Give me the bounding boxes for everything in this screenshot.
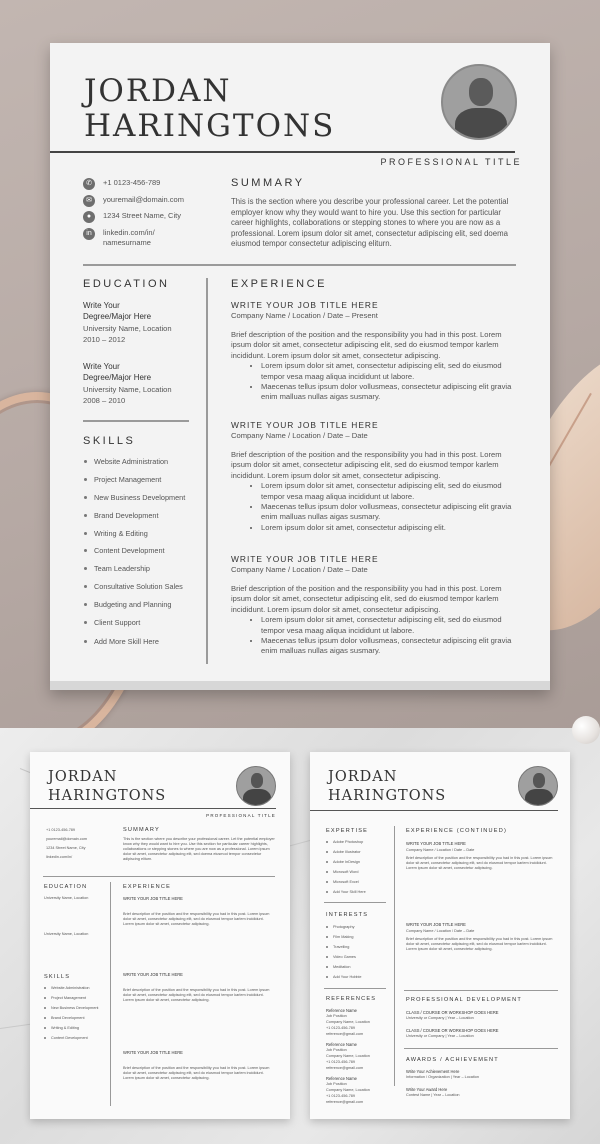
thumb-job-title: WRITE YOUR JOB TITLE HERE (123, 972, 183, 977)
course-sub: University or Company | Year – Location (406, 1034, 474, 1038)
job-company: Company Name / Location / Date – Present (231, 311, 378, 320)
job-title: WRITE YOUR JOB TITLE HERE (231, 554, 379, 564)
job-title: WRITE YOUR JOB TITLE HERE (231, 420, 379, 430)
thumb-education-heading: EDUCATION (44, 884, 88, 890)
reference-email: reference@gmail.com (326, 1032, 364, 1036)
job-description: Brief description of the position and the responsibility you had in this post. Lorem ipsum dolor sit amet, consectetur adipiscing elit, sed do eiusmod tempor karlem incididunt. Lorem ipsum dolor sit amet, consectetur adipiscing. (231, 330, 502, 360)
thumb-name-first: JORDAN (48, 769, 118, 785)
job-company: Company Name / Location / Date – Date (231, 431, 368, 440)
expertise-item: Add Your Skill Here (326, 890, 366, 894)
page-footer-band (50, 681, 550, 690)
skill-item: Project Management (84, 475, 161, 484)
skill-item: Brand Development (84, 511, 159, 520)
job-bullet: • Lorem ipsum dolor sit amet, consectetur adipiscing elit, sed do eiusmod tempor vesa maag aliqua incididunt ut labore. (261, 361, 516, 382)
expertise-item: Microsoft Word (326, 870, 358, 874)
thumb-skills-heading: SKILLS (44, 974, 71, 980)
skill-item: Client Support (84, 618, 140, 627)
job-description: Brief description of the position and the responsibility you had in this post. Lorem ipsum dolor sit amet, consectetur adipiscing elit, sed do eiusmod tempor karlem incididunt. Lorem ipsum dolor sit amet, consectetur adipiscing. (231, 450, 502, 480)
skill-item: Website Administration (84, 457, 168, 466)
skill-item: Budgeting and Planning (84, 600, 172, 609)
expertise-item: Adobe Photoshop (326, 840, 363, 844)
contact-phone: ✆ +1 0123-456-789 (83, 178, 160, 190)
name-last: HARINGTONS (84, 108, 336, 144)
summary-text: This is the section where you describe your professional career. Let the potential employer know why they would want to hire you. Use this section for particular career highlights, collaborations or stepping stones to where you are now as a professional. Lorem ipsum dolor sit amet, consectetur adipiscing elit, sed doema eiusmod tempor consectetur adipiscing eliturn. (231, 197, 509, 248)
job-entry (231, 420, 516, 533)
interest-item: Film Making (326, 935, 353, 939)
job-bullet: • Maecenas tellus ipsum dolor vollusmeas, consectetur adipiscing elit gravia enim malluas nullas aigas susmary. (261, 636, 516, 657)
thumb-job-company: Company Name / Location / Date – Date (406, 848, 475, 852)
expertise-item: Adobe Illustrator (326, 850, 361, 854)
thumb-edu: University Name, Location (44, 932, 89, 936)
thumb-job-title: WRITE YOUR JOB TITLE HERE (406, 841, 466, 846)
professional-title: PROFESSIONAL TITLE (380, 157, 522, 167)
interest-item: Video Games (326, 955, 356, 959)
job-bullet: • Lorem ipsum dolor sit amet, consectetur adipiscing elit, sed do eiusmod tempor vesa maag aliqua incididunt ut labore. (261, 481, 516, 502)
reference-phone: +1 0123-456-789 (326, 1094, 356, 1098)
reference-phone: +1 0123-456-789 (326, 1026, 356, 1030)
contact-email: ✉ youremail@domain.com (83, 195, 184, 207)
job-bullet: • Lorem ipsum dolor sit amet, consectetur adipiscing elit. (261, 523, 516, 533)
thumb-edu: University Name, Location (44, 896, 89, 900)
thumb-column-divider (394, 826, 395, 1086)
expertise-item: Adobe InDesign (326, 860, 360, 864)
thumb-contact: linkedin.com/in/ (46, 855, 73, 859)
reference-company: Company Name, Location (326, 1088, 370, 1092)
skills-heading: SKILLS (83, 435, 136, 447)
thumb-job-title: WRITE YOUR JOB TITLE HERE (123, 896, 183, 901)
thumb-contact: 1234 Street Name, City (46, 846, 86, 850)
expertise-item: Microsoft Excel (326, 880, 359, 884)
thumb-divider (324, 902, 386, 903)
thumb-job-desc: Brief description of the position and the responsibility you had in this post. Lorem ipsum dolor sit amet, consectetur adipiscing elit, sed do eiusmod tempor karlem incididunt. Lorem ipsum dolor sit amet, consectetur adipiscing. (123, 1066, 270, 1080)
skill-item: Add More Skill Here (84, 637, 159, 646)
education-heading: EDUCATION (83, 278, 170, 290)
interest-item: Meditation (326, 965, 351, 969)
skill-item: Team Leadership (84, 564, 150, 573)
thumb-divider (404, 990, 558, 991)
reference-email: reference@gmail.com (326, 1100, 364, 1104)
summary-heading: SUMMARY (231, 177, 305, 189)
thumb-skill: Brand Development (44, 1016, 85, 1020)
job-title: WRITE YOUR JOB TITLE HERE (231, 300, 379, 310)
thumb-contact: +1 0123-456-789 (46, 828, 76, 832)
job-entry (231, 300, 516, 403)
award-title: Write Your Achievement Here (406, 1069, 460, 1074)
thumb-divider (404, 1048, 558, 1049)
resume-page (50, 43, 550, 690)
thumb-header-rule (30, 808, 276, 809)
thumb-skill: Content Development (44, 1036, 88, 1040)
thumb-name-first: JORDAN (328, 769, 398, 785)
linkedin-icon: in (83, 228, 95, 240)
thumb-job-company: Company Name / Location / Date – Date (406, 929, 475, 933)
location-pin-icon: ● (83, 211, 95, 223)
reference-name: Reference Name (326, 1008, 357, 1013)
interests-heading: INTERESTS (326, 912, 369, 918)
thumb-divider (43, 876, 275, 877)
thumb-name-last: HARINGTONS (48, 788, 167, 804)
skill-item: Content Development (84, 546, 165, 555)
thumb-skill: Writing & Editing (44, 1026, 79, 1030)
reference-company: Company Name, Location (326, 1020, 370, 1024)
interest-item: Add Your Hobbie (326, 975, 362, 979)
references-heading: REFERENCES (326, 996, 377, 1002)
education-item: Write Your Degree/Major Here University Name, Location 2008 – 2010 (83, 362, 172, 405)
thumb-job-desc: Brief description of the position and the responsibility you had in this post. Lorem ipsum dolor sit amet, consectetur adipiscing elit, sed do eiusmod tempor karlem incididunt. Lorem ipsum dolor sit amet, consectetur adipiscing. (123, 912, 270, 926)
reference-email: reference@gmail.com (326, 1066, 364, 1070)
thumbnail-page-1 (30, 752, 290, 1119)
thumbnail-page-2 (310, 752, 570, 1119)
contact-linkedin: in linkedin.com/in/ namesurname (83, 228, 155, 248)
contact-address: ● 1234 Street Name, City (83, 211, 181, 223)
course-title: CLASS / COURSE OR WORKSHOP GOES HERE (406, 1010, 499, 1015)
job-bullet: • Maecenas tellus ipsum dolor vollusmeas, consectetur adipiscing elit gravia enim malluas nullas aigas susmary. (261, 382, 516, 403)
thumb-name-last: HARINGTONS (328, 788, 447, 804)
award-title: Write Your Award Here (406, 1087, 448, 1092)
job-bullet: • Lorem ipsum dolor sit amet, consectetur adipiscing elit, sed do eiusmod tempor vesa maag aliqua incididunt ut labore. (261, 615, 516, 636)
reference-position: Job Position (326, 1082, 347, 1086)
job-bullet: • Maecenas tellus ipsum dolor vollusmeas, consectetur adipiscing elit gravia enim malluas nullas aigas susmary. (261, 502, 516, 523)
envelope-icon: ✉ (83, 195, 95, 207)
thumb-job-desc: Brief description of the position and the responsibility you had in this post. Lorem ipsum dolor sit amet, consectetur adipiscing elit, sed do eiusmod tempor karlem incididunt. Lorem ipsum dolor sit amet, consectetur adipiscing. (406, 856, 553, 870)
reference-position: Job Position (326, 1048, 347, 1052)
header-rule (50, 151, 515, 153)
thumb-profile-photo (236, 766, 276, 806)
thumb-title: PROFESSIONAL TITLE (206, 813, 276, 818)
profile-photo (441, 64, 517, 140)
thumb-contact: youremail@domain.com (46, 837, 87, 841)
education-item: Write Your Degree/Major Here University Name, Location 2010 – 2012 (83, 301, 172, 344)
reference-name: Reference Name (326, 1042, 357, 1047)
reference-position: Job Position (326, 1014, 347, 1018)
name-first: JORDAN (84, 73, 232, 109)
reference-phone: +1 0123-456-789 (326, 1060, 356, 1064)
column-divider (206, 278, 208, 664)
course-title: CLASS / COURSE OR WORKSHOP GOES HERE (406, 1028, 499, 1033)
interest-item: Photography (326, 925, 355, 929)
experience-heading: EXPERIENCE (231, 278, 327, 290)
expertise-heading: EXPERTISE (326, 828, 369, 834)
awards-heading: AWARDS / ACHIEVEMENT (406, 1057, 499, 1063)
job-description: Brief description of the position and the responsibility you had in this post. Lorem ipsum dolor sit amet, consectetur adipiscing elit, sed do eiusmod tempor karlem incididunt. Lorem ipsum dolor sit amet, consectetur adipiscing. (231, 584, 502, 614)
education-divider (83, 420, 189, 422)
thumb-header-rule (310, 810, 558, 811)
skill-item: New Business Development (84, 493, 185, 502)
thumb-column-divider (110, 882, 111, 1106)
award-sub: Contest Name | Year – Location (406, 1093, 460, 1097)
interest-item: Travelling (326, 945, 349, 949)
experience-continued-heading: EXPERIENCE (CONTINUED) (406, 828, 508, 834)
thumb-job-title: WRITE YOUR JOB TITLE HERE (406, 922, 466, 927)
thumb-job-title: WRITE YOUR JOB TITLE HERE (123, 1050, 183, 1055)
thumb-job-desc: Brief description of the position and the responsibility you had in this post. Lorem ipsum dolor sit amet, consectetur adipiscing elit, sed do eiusmod tempor karlem incididunt. Lorem ipsum dolor sit amet, consectetur adipiscing. (123, 988, 270, 1002)
thumb-skill: Project Management (44, 996, 86, 1000)
thumb-skill: Website Administration (44, 986, 90, 990)
thumb-summary: This is the section where you describe your professional career. Let the potential employer know why they would want to hire you. Use this section for particular career highlights, collaborations or stepping stones to where you are now as a professional. Lorem ipsum dolor sit amet, consectetur adipiscing elit, sed doema eiusmod tempor consectetur adipiscing eliturn. (123, 837, 275, 861)
thumb-skill: New Business Development (44, 1006, 98, 1010)
prof-dev-heading: PROFESSIONAL DEVELOPMENT (406, 997, 522, 1003)
job-company: Company Name / Location / Date – Date (231, 565, 368, 574)
job-entry (231, 554, 516, 657)
thumb-summary-heading: SUMMARY (123, 827, 160, 833)
phone-icon: ✆ (83, 178, 95, 190)
reference-name: Reference Name (326, 1076, 357, 1081)
thumb-divider (324, 988, 386, 989)
thumb-experience-heading: EXPERIENCE (123, 884, 172, 890)
reference-company: Company Name, Location (326, 1054, 370, 1058)
skill-item: Writing & Editing (84, 529, 148, 538)
decorative-pearl (572, 716, 600, 744)
award-sub: Information / Organization | Year – Location (406, 1075, 479, 1079)
thumb-profile-photo (518, 766, 558, 806)
skill-item: Consultative Solution Sales (84, 582, 183, 591)
section-divider (83, 264, 516, 266)
thumb-job-desc: Brief description of the position and the responsibility you had in this post. Lorem ipsum dolor sit amet, consectetur adipiscing elit, sed do eiusmod tempor karlem incididunt. Lorem ipsum dolor sit amet, consectetur adipiscing. (406, 937, 553, 951)
course-sub: University or Company | Year – Location (406, 1016, 474, 1020)
